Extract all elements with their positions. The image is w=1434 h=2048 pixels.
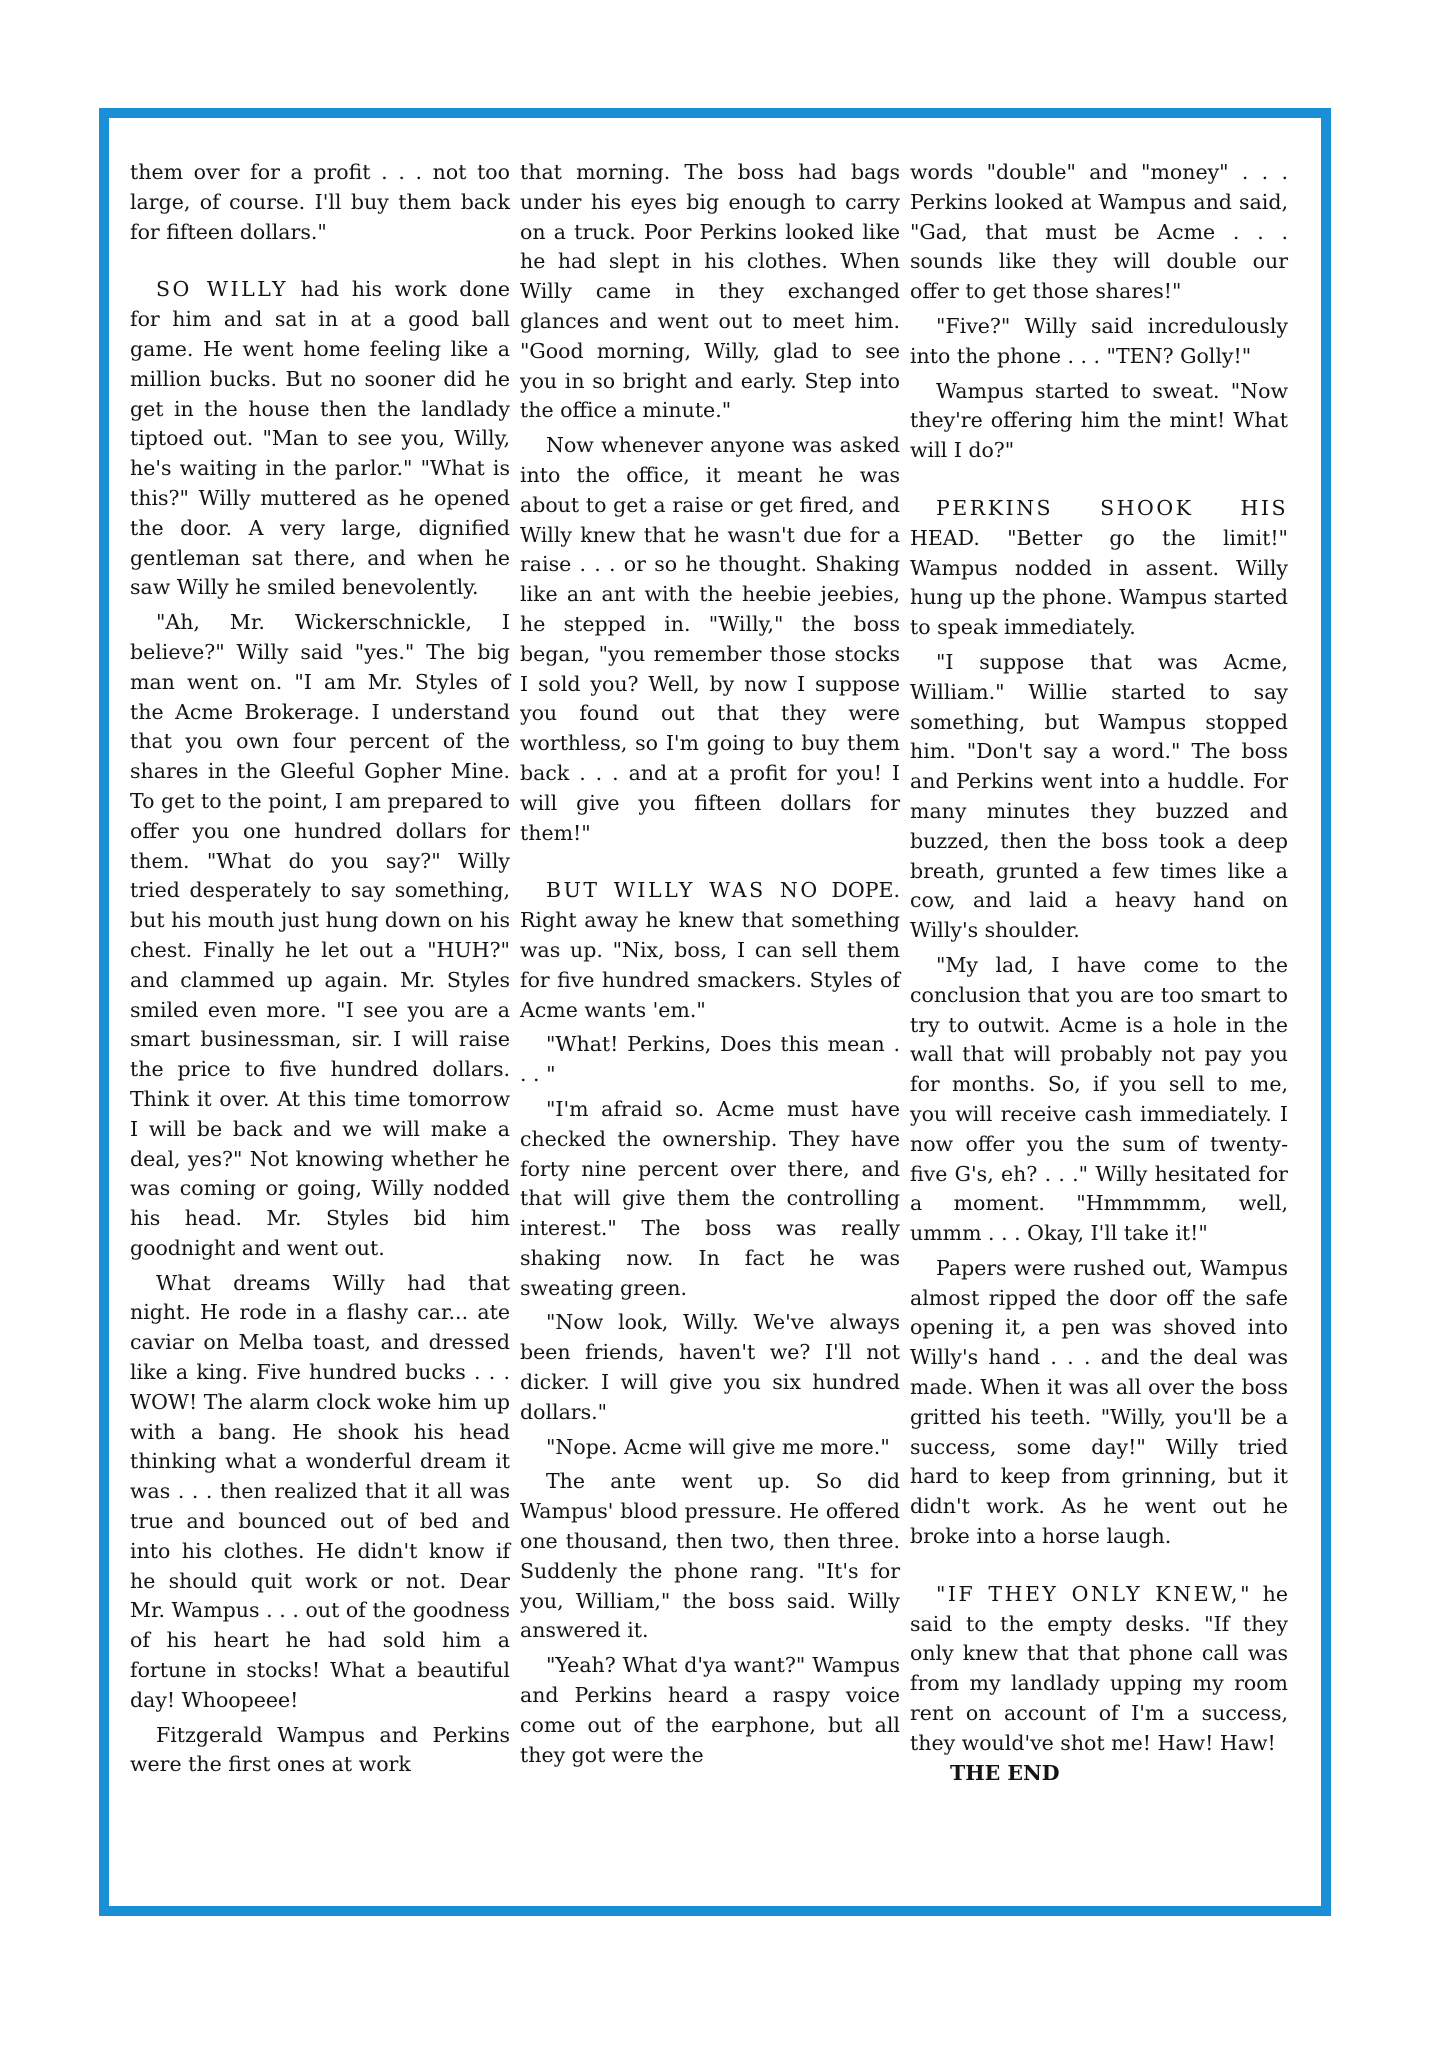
section-lead-in: "IF THEY ONLY KNEW," [936,1581,1252,1606]
paragraph: BUT WILLY WAS NO DOPE. Right away he knew that something was up. "Nix, boss, I can sell them for five hundred smackers. Styles of Acme wants 'em." [520,878,900,1022]
paragraph: SO WILLY had his work done for him and sat in at a good ball game. He went home feeling like a million bucks. But no sooner did he get in the house then the landlady tiptoed out. "Man to see you, Willy, he's waiting in the parlor." "What is this?" Willy muttered as he opened the door. A very large, dignified gentleman sat there, and when he saw Willy he smiled benevolently. [130,277,510,600]
section-lead-in: BUT WILLY WAS NO [546,878,820,903]
text-column-1 [130,158,510,1780]
section-lead-in: SO WILLY [156,277,289,302]
paragraph: "Ah, Mr. Wickerschnickle, I believe?" Willy said "yes." The big man went on. "I am Mr. Styles of the Acme Brokerage. I understand that you own four percent of the shares in the Gleeful Gopher Mine. To get to the point, I am prepared to offer you one hundred dollars for them. "What do you say?" Willy tried desperately to say something, but his mouth just hung down on his chest. Finally he let out a "HUH?" and clammed up again. Mr. Styles smiled even more. "I see you are a smart businessman, sir. I will raise the price to five hundred dollars. Think it over. At this time tomorrow I will be back and we will make a deal, yes?" Not knowing whether he was coming or going, Willy nodded his head. Mr. Styles bid him goodnight and went out. [130,610,510,1260]
paragraph: "Nope. Acme will give me more." [546,1434,890,1459]
paragraph: "My lad, I have come to the conclusion that you are too smart to try to outwit. Acme is a hole in the wall that will probably not pay you for months. So, if you sell to me, you will receive cash immediately. I now offer you the sum of twenty-five G's, eh? . . ." Willy hesitated for a moment. "Hmmmmm, well, ummm . . . Okay, I'll take it!" [910,952,1288,1246]
paragraph: "Five?" Willy said incredulously into the phone . . . "TEN? Golly!" [910,313,1288,368]
paragraph: "Yeah? What d'ya want?" Wampus and Perkins heard a raspy voice come out of the earphone, but all they got were the [520,1653,900,1767]
text-column-2 [520,158,900,1770]
paragraph: that morning. The boss had bags under his eyes big enough to carry on a truck. Poor Perkins looked like he had slept in his clothes. When Willy came in they exchanged glances and went out to meet him. "Good morning, Willy, glad to see you in so bright and early. Step into the office a minute." [520,160,900,423]
paragraph: Fitzgerald Wampus and Perkins were the first ones at work [130,1722,510,1777]
paragraph: "Now look, Willy. We've always been friends, haven't we? I'll not dicker. I will give you six hundred dollars." [520,1310,900,1424]
paragraph: "IF THEY ONLY KNEW," he said to the empty desks. "If they only knew that that phone call was from my landlady upping my room rent on account of I'm a success, they would've shot me! Haw! Haw! [910,1581,1288,1755]
paragraph: "I suppose that was Acme, William." Willie started to say something, but Wampus stopped him. "Don't say a word." The boss and Perkins went into a huddle. For many minutes they buzzed and buzzed, then the boss took a deep breath, grunted a few times like a cow, and laid a heavy hand on Willy's shoulder. [910,649,1288,943]
the-end-label: THE END [950,1760,1060,1785]
page-border-frame [99,108,1331,1916]
paragraph: Papers were rushed out, Wampus almost ripped the door off the safe opening it, a pen was shoved into Willy's hand . . . and the deal was made. When it was all over the boss gritted his teeth. "Willy, you'll be a success, some day!" Willy tried hard to keep from grinning, but it didn't work. As he went out he broke into a horse laugh. [910,1255,1288,1549]
section-lead-in: PERKINS SHOOK HIS [936,495,1288,520]
paragraph: What dreams Willy had that night. He rode in a flashy car... ate caviar on Melba toast, and dressed like a king. Five hundred bucks . . . WOW! The alarm clock woke him up with a bang. He shook his head thinking what a wonderful dream it was . . . then realized that it all was true and bounced out of bed and into his clothes. He didn't know if he should quit work or not. Dear Mr. Wampus . . . out of the goodness of his heart he had sold him a fortune in stocks! What a beautiful day! Whoopeee! [130,1270,510,1712]
text-column-3 [910,158,1288,1788]
paragraph: Wampus started to sweat. "Now they're offering him the mint! What will I do?" [910,378,1288,463]
paragraph: Now whenever anyone was asked into the office, it meant he was about to get a raise or get fired, and Willy knew that he wasn't due for a raise . . . or so he thought. Shaking like an ant with the heebie jeebies, he stepped in. "Willy," the boss began, "you remember those stocks I sold you? Well, by now I suppose you found out that they were worthless, so I'm going to buy them back . . . and at a profit for you! I will give you fifteen dollars for them!" [520,433,900,845]
paragraph: "What! Perkins, Does this mean . . . " [520,1032,900,1087]
paragraph: The ante went up. So did Wampus' blood pressure. He offered one thousand, then two, then three. Suddenly the phone rang. "It's for you, William," the boss said. Willy answered it. [520,1469,900,1643]
paragraph: them over for a profit . . . not too large, of course. I'll buy them back for fifteen dollars." [130,160,510,244]
paragraph: "I'm afraid so. Acme must have checked the ownership. They have forty nine percent over there, and that will give them the controlling interest." The boss was really shaking now. In fact he was sweating green. [520,1096,900,1300]
paragraph: words "double" and "money" . . . Perkins looked at Wampus and said, "Gad, that must be Acme . . . sounds like they will double our offer to get those shares!" [910,160,1288,304]
paragraph: PERKINS SHOOK HIS HEAD. "Better go the limit!" Wampus nodded in assent. Willy hung up the phone. Wampus started to speak immediately. [910,495,1288,640]
